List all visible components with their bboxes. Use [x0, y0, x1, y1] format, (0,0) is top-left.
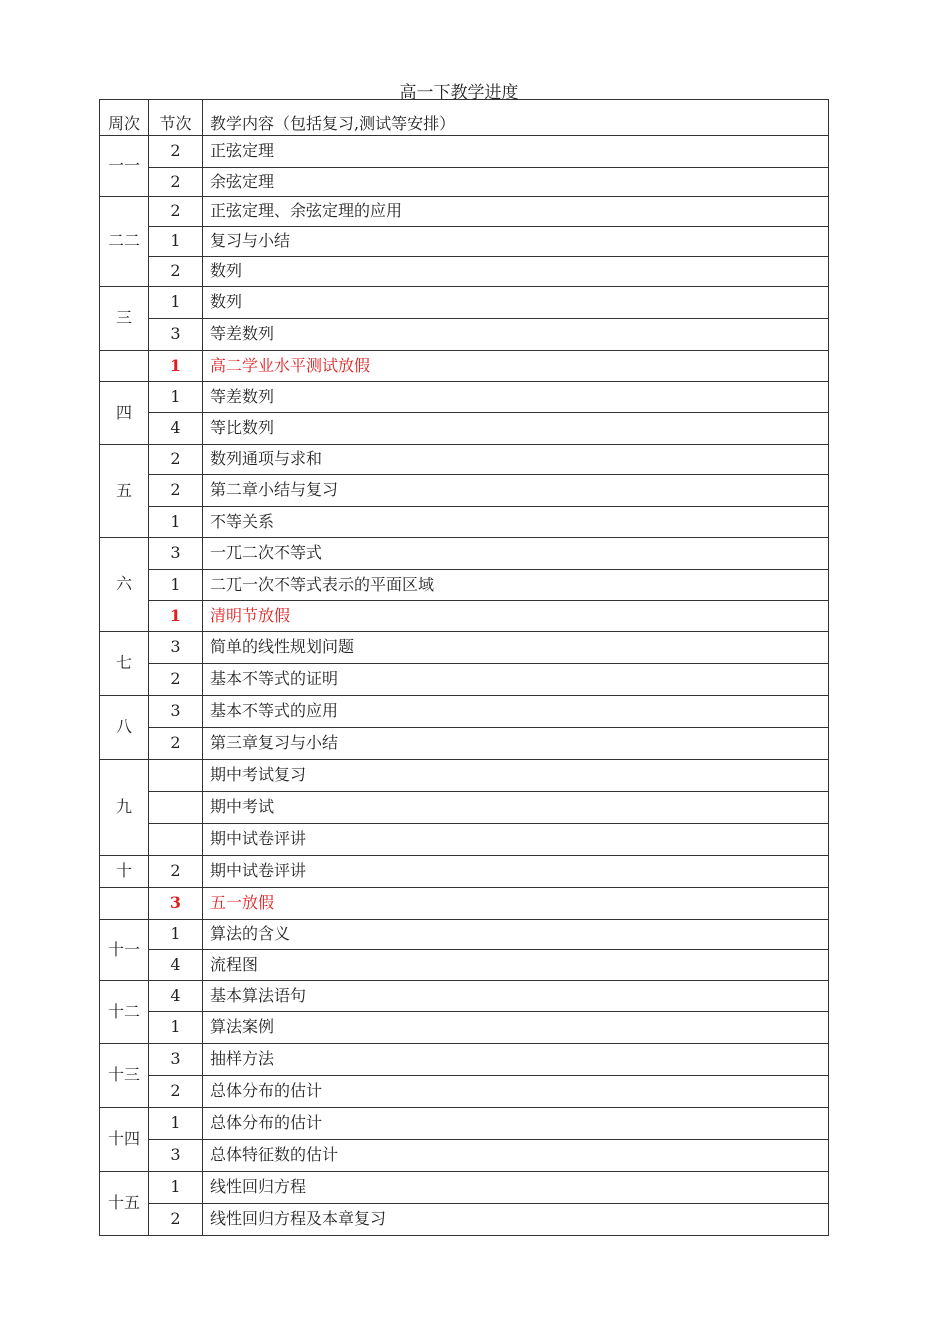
count-cell: 1 [149, 227, 203, 257]
table-row [100, 507, 829, 538]
header-row [100, 100, 829, 136]
content-cell: 等差数列 [203, 319, 829, 351]
table-row [100, 136, 829, 168]
table-row [100, 696, 829, 728]
table-row [100, 475, 829, 507]
table-row [100, 1076, 829, 1108]
table-row [100, 168, 829, 197]
content-cell: 不等关系 [203, 507, 829, 538]
table-row [100, 888, 829, 920]
count-cell: 2 [149, 1204, 203, 1236]
content-cell: 算法的含义 [203, 920, 829, 950]
schedule-table [99, 99, 829, 1236]
content-cell: 五一放假 [203, 888, 829, 920]
count-cell: 1 [149, 1172, 203, 1204]
count-cell: 2 [149, 168, 203, 197]
table-row [100, 319, 829, 351]
count-cell: 2 [149, 475, 203, 507]
table-row [100, 664, 829, 696]
table-row [100, 413, 829, 445]
week-cell: 十三 [100, 1044, 149, 1108]
table-row [100, 1012, 829, 1044]
content-cell: 数列 [203, 257, 829, 287]
count-cell: 2 [149, 1076, 203, 1108]
week-cell: 六 [100, 538, 149, 632]
week-cell: 十一 [100, 920, 149, 981]
count-cell: 4 [149, 981, 203, 1012]
table-row [100, 257, 829, 287]
content-cell: 基本不等式的应用 [203, 696, 829, 728]
content-cell: 清明节放假 [203, 601, 829, 632]
count-cell: 1 [149, 920, 203, 950]
count-cell: 2 [149, 445, 203, 475]
count-cell: 2 [149, 728, 203, 760]
content-cell: 等比数列 [203, 413, 829, 445]
count-cell: 3 [149, 888, 203, 920]
header-content: 教学内容（包括复习,测试等安排） [203, 100, 829, 136]
count-cell: 3 [149, 696, 203, 728]
content-cell: 一兀二次不等式 [203, 538, 829, 570]
table-row [100, 601, 829, 632]
count-cell: 1 [149, 601, 203, 632]
week-cell [100, 888, 149, 920]
content-cell: 简单的线性规划问题 [203, 632, 829, 664]
table-row [100, 760, 829, 792]
table-row [100, 445, 829, 475]
content-cell: 基本不等式的证明 [203, 664, 829, 696]
count-cell: 1 [149, 287, 203, 319]
count-cell: 3 [149, 632, 203, 664]
content-cell: 总体分布的估计 [203, 1076, 829, 1108]
table-row [100, 1140, 829, 1172]
page-title: 高一下教学进度 [399, 83, 519, 103]
table-row [100, 1108, 829, 1140]
content-cell: 期中考试 [203, 792, 829, 824]
count-cell: 1 [149, 351, 203, 382]
week-cell: 十二 [100, 981, 149, 1044]
table-row [100, 920, 829, 950]
table-row [100, 538, 829, 570]
week-cell: 十四 [100, 1108, 149, 1172]
count-cell: 2 [149, 856, 203, 888]
content-cell: 正弦定理 [203, 136, 829, 168]
content-cell: 期中考试复习 [203, 760, 829, 792]
count-cell: 2 [149, 257, 203, 287]
table-row [100, 1044, 829, 1076]
count-cell [149, 824, 203, 856]
count-cell [149, 792, 203, 824]
content-cell: 总体特征数的估计 [203, 1140, 829, 1172]
content-cell: 数列 [203, 287, 829, 319]
count-cell: 1 [149, 507, 203, 538]
table-row [100, 824, 829, 856]
table-row [100, 570, 829, 601]
week-cell [100, 351, 149, 382]
count-cell: 1 [149, 1012, 203, 1044]
week-cell: 十五 [100, 1172, 149, 1236]
content-cell: 算法案例 [203, 1012, 829, 1044]
week-cell: 九 [100, 760, 149, 856]
content-cell: 第二章小结与复习 [203, 475, 829, 507]
table-row [100, 1204, 829, 1236]
header-count: 节次 [149, 100, 203, 136]
table-row [100, 351, 829, 382]
count-cell: 3 [149, 1044, 203, 1076]
content-cell: 流程图 [203, 950, 829, 981]
week-cell: 三 [100, 287, 149, 351]
content-cell: 基本算法语句 [203, 981, 829, 1012]
content-cell: 等差数列 [203, 382, 829, 413]
table-row [100, 197, 829, 227]
count-cell: 1 [149, 382, 203, 413]
count-cell: 3 [149, 538, 203, 570]
content-cell: 期中试卷评讲 [203, 856, 829, 888]
content-cell: 总体分布的估计 [203, 1108, 829, 1140]
content-cell: 第三章复习与小结 [203, 728, 829, 760]
table-row [100, 382, 829, 413]
content-cell: 二兀一次不等式表示的平面区域 [203, 570, 829, 601]
content-cell: 线性回归方程及本章复习 [203, 1204, 829, 1236]
week-cell: 一一 [100, 136, 149, 197]
table-row [100, 792, 829, 824]
content-cell: 数列通项与求和 [203, 445, 829, 475]
content-cell: 复习与小结 [203, 227, 829, 257]
table-row [100, 632, 829, 664]
week-cell: 五 [100, 445, 149, 538]
count-cell: 1 [149, 570, 203, 601]
count-cell: 4 [149, 413, 203, 445]
table-row [100, 227, 829, 257]
week-cell: 十 [100, 856, 149, 888]
week-cell: 七 [100, 632, 149, 696]
count-cell: 3 [149, 1140, 203, 1172]
content-cell: 抽样方法 [203, 1044, 829, 1076]
count-cell: 2 [149, 664, 203, 696]
count-cell [149, 760, 203, 792]
table-row [100, 1172, 829, 1204]
header-week: 周次 [100, 100, 149, 136]
week-cell: 四 [100, 382, 149, 445]
table-row [100, 728, 829, 760]
count-cell: 2 [149, 136, 203, 168]
count-cell: 1 [149, 1108, 203, 1140]
week-cell: 八 [100, 696, 149, 760]
table-row [100, 981, 829, 1012]
content-cell: 线性回归方程 [203, 1172, 829, 1204]
table-row [100, 856, 829, 888]
content-cell: 正弦定理、余弦定理的应用 [203, 197, 829, 227]
count-cell: 3 [149, 319, 203, 351]
table-row [100, 950, 829, 981]
content-cell: 余弦定理 [203, 168, 829, 197]
count-cell: 2 [149, 197, 203, 227]
content-cell: 期中试卷评讲 [203, 824, 829, 856]
count-cell: 4 [149, 950, 203, 981]
table-row [100, 287, 829, 319]
content-cell: 高二学业水平测试放假 [203, 351, 829, 382]
week-cell: 二二 [100, 197, 149, 287]
